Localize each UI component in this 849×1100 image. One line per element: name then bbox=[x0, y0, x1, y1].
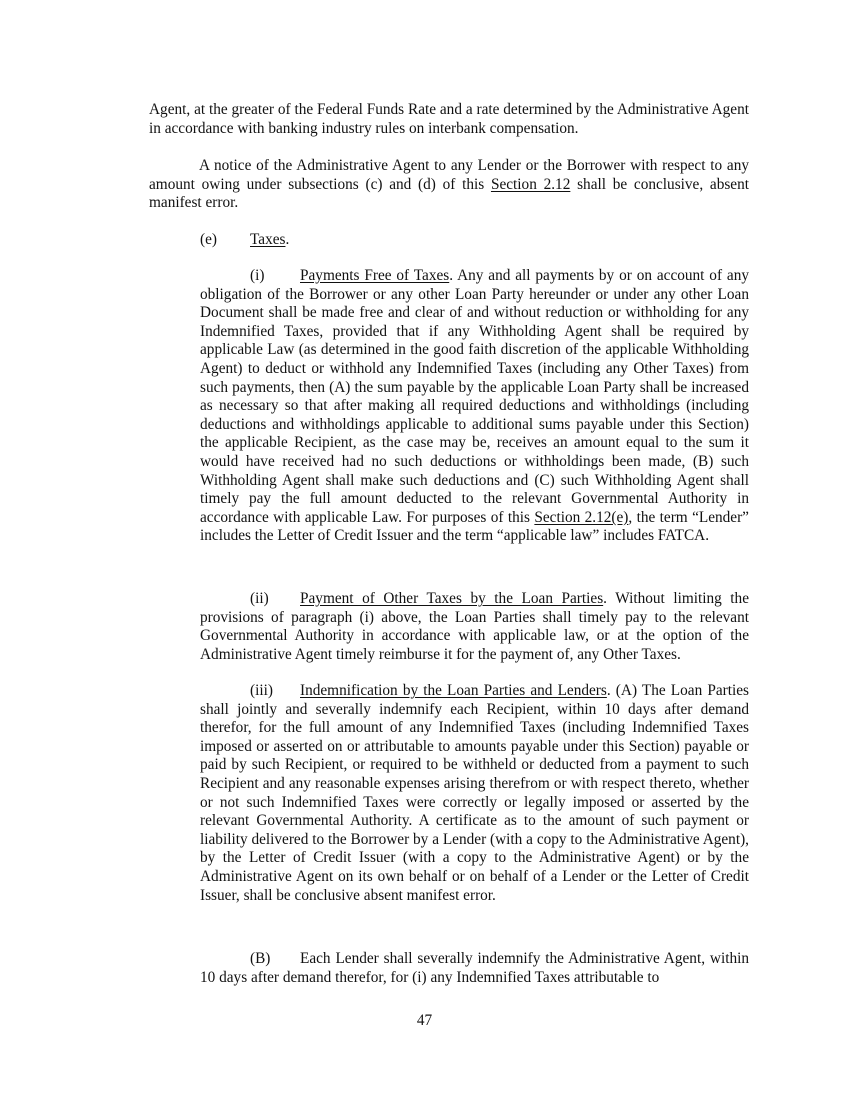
paragraph-b: (B) Each Lender shall severally indemnify the Administrative Agent, within 10 days after demand therefor, for (i) any Indemnified Taxes attributable to bbox=[200, 950, 749, 986]
paragraph-label: (B) bbox=[250, 950, 271, 967]
notice-paragraph: A notice of the Administrative Agent to any Lender or the Borrower with respect to any amount owing under subsections (c) and (d) of this Section 2.12 shall be conclusive, absent manifest error. bbox=[149, 157, 749, 212]
subsection-e-heading: (e) Taxes. bbox=[200, 231, 290, 248]
section-reference: Section 2.12(e) bbox=[534, 508, 629, 526]
paragraph-title: Payment of Other Taxes by the Loan Parties bbox=[300, 590, 604, 607]
paragraph-label: (i) bbox=[250, 267, 265, 284]
paragraph-title: Indemnification by the Loan Parties and Lenders bbox=[300, 682, 607, 699]
paragraph-label: (ii) bbox=[250, 590, 269, 607]
intro-paragraph: Agent, at the greater of the Federal Funds Rate and a rate determined by the Administrative Agent in accordance with banking industry rules on interbank compensation. bbox=[149, 101, 749, 137]
paragraph-ii: (ii) Payment of Other Taxes by the Loan Parties. Without limiting the provisions of paragraph (i) above, the Loan Parties shall timely pay to the relevant Governmental Authority in accordance with applicable law, or at the option of the Administrative Agent timely reimburse it for the payment of, any Other Taxes. bbox=[200, 590, 749, 663]
paragraph-title: Payments Free of Taxes bbox=[300, 267, 450, 284]
paragraph-iii: (iii) Indemnification by the Loan Parties and Lenders. (A) The Loan Parties shall jointly and severally indemnify each Recipient, within 10 days after demand therefor, for the full amount of any Indemnified Taxes (including Indemnified Taxes imposed or asserted on or attributable to amounts payable under this Section) payable or paid by such Recipient, or required to be withheld or deducted from a payment to such Recipient and any reasonable expenses arising therefrom or with respect thereto, whether or not such Indemnified Taxes were correctly or legally imposed or asserted by the relevant Governmental Authority. A certificate as to the amount of such payment or liability delivered to the Borrower by a Lender (with a copy to the Administrative Agent), by the Letter of Credit Issuer (with a copy to the Administrative Agent) or by the Administrative Agent on its own behalf or on behalf of a Lender or the Letter of Credit Issuer, shall be conclusive absent manifest error. bbox=[200, 682, 749, 904]
section-reference: Section 2.12 bbox=[490, 175, 571, 193]
paragraph-i: (i) Payments Free of Taxes. Any and all payments by or on account of any obligation of the Borrower or any other Loan Party hereunder or under any other Loan Document shall be made free and clear of and without reduction or withholding for any Indemnified Taxes, provided that if any Withholding Agent shall be required by applicable Law (as determined in the good faith discretion of the applicable Withholding Agent) to deduct or withhold any Indemnified Taxes (including any Other Taxes) from such payments, then (A) the sum payable by the applicable Loan Party shall be increased as necessary so that after making all required deductions and withholdings (including deductions and withholdings applicable to additional sums payable under this Section) the applicable Recipient, as the case may be, receives an amount equal to the sum it would have received had no such deductions or withholdings been made, (B) such Withholding Agent shall make such deductions and (C) such Withholding Agent shall timely pay the full amount deducted to the relevant Governmental Authority in accordance with applicable Law. For purposes of this Section 2.12(e), the term “Lender” includes the Letter of Credit Issuer and the term “applicable law” includes FATCA. bbox=[200, 267, 750, 545]
page-number: 47 bbox=[416, 1012, 433, 1029]
subsection-title: Taxes bbox=[250, 231, 286, 248]
paragraph-label: (iii) bbox=[250, 682, 273, 699]
subsection-label: (e) bbox=[200, 231, 217, 248]
